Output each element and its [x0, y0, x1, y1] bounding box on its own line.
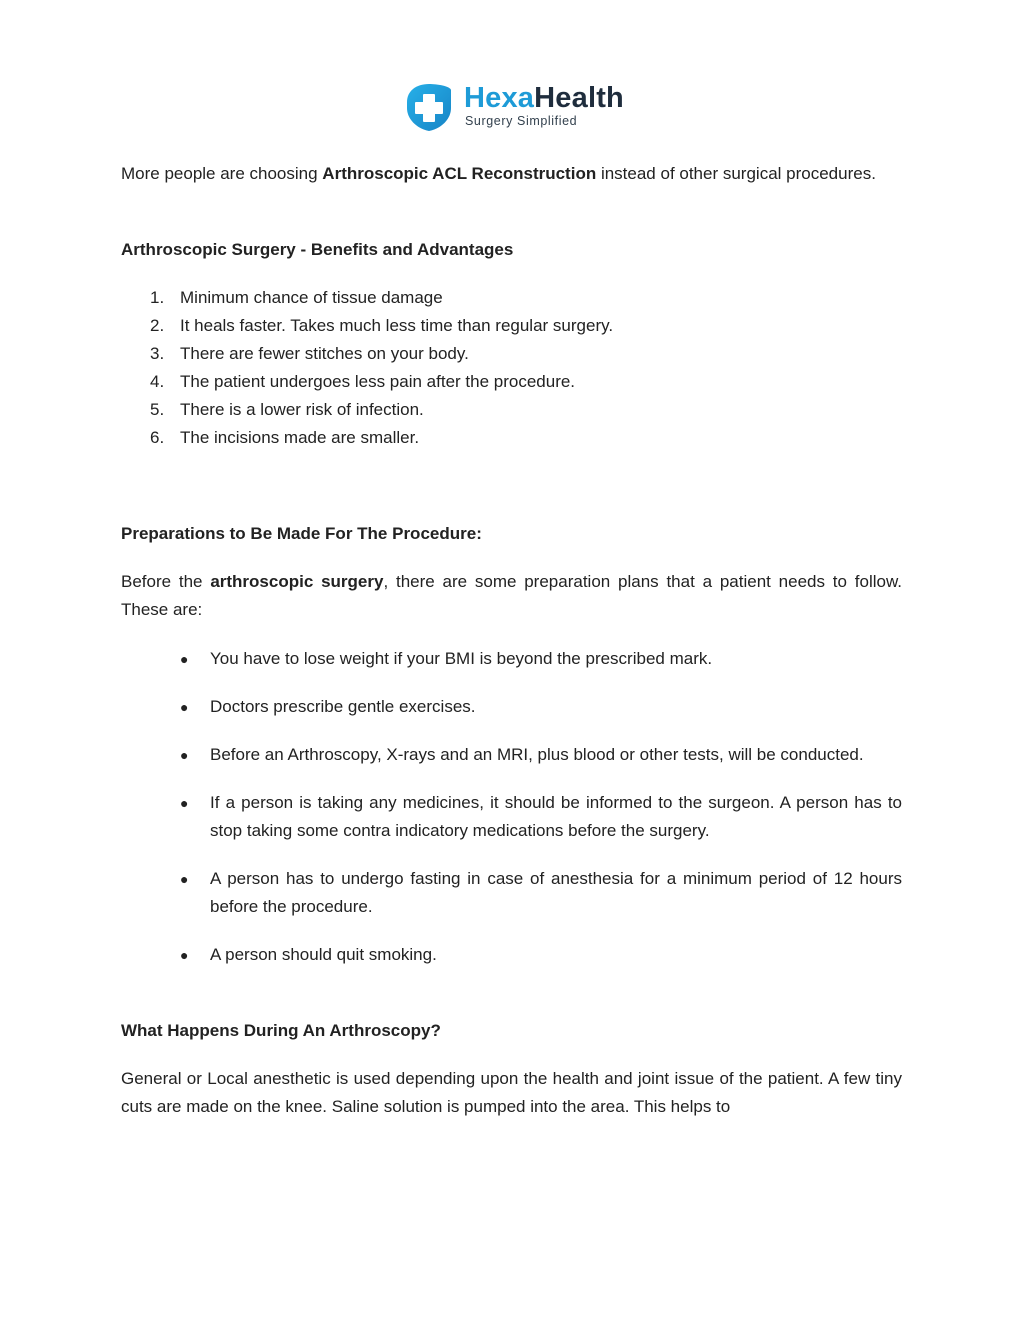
benefit-number: 3.: [150, 344, 165, 363]
bullet-icon: ●: [180, 795, 189, 811]
benefit-item: [150, 396, 902, 424]
benefit-number: 6.: [150, 428, 165, 447]
preparation-text: A person has to undergo fasting in case of anesthesia for a minimum period of 12 hours before the procedure.: [210, 869, 902, 916]
preparation-text: A person should quit smoking.: [210, 945, 437, 964]
preparation-item: [180, 789, 902, 845]
preparation-text: You have to lose weight if your BMI is beyond the prescribed mark.: [210, 649, 713, 668]
benefit-item: [150, 340, 902, 368]
benefit-item: [150, 368, 902, 396]
preparations-heading: Preparations to Be Made For The Procedure:: [121, 524, 482, 543]
preparation-text: If a person is taking any medicines, it should be informed to the surgeon. A person has to stop taking some contra indicatory medications before the surgery.: [210, 793, 902, 840]
benefit-text: The patient undergoes less pain after the procedure.: [180, 372, 576, 391]
bullet-icon: ●: [180, 871, 189, 887]
hexahealth-logo: [404, 80, 634, 136]
benefit-item: [150, 312, 902, 340]
preparation-item: [180, 693, 902, 721]
brand-name: [464, 80, 624, 116]
benefit-text: There is a lower risk of infection.: [180, 400, 424, 419]
brand-tagline: Surgery Simplified: [465, 114, 578, 128]
benefit-number: 1.: [150, 288, 165, 307]
shield-cross-icon: [404, 82, 454, 132]
preparations-list: [121, 645, 902, 969]
prep-intro-bold-term: arthroscopic surgery: [210, 572, 384, 591]
preparation-text: Doctors prescribe gentle exercises.: [210, 697, 476, 716]
benefit-item: [150, 284, 902, 312]
preparation-item: [180, 941, 902, 969]
benefit-text: It heals faster. Takes much less time than regular surgery.: [180, 316, 614, 335]
preparations-intro: [121, 568, 902, 624]
prep-intro-after: , there are some preparation plans that a patient needs to follow. These are:: [121, 572, 903, 619]
preparation-item: [180, 741, 902, 769]
benefit-number: 4.: [150, 372, 165, 391]
intro-paragraph: [121, 160, 902, 188]
intro-bold-term: Arthroscopic ACL Reconstruction: [322, 164, 597, 183]
preparation-text: Before an Arthroscopy, X-rays and an MRI, plus blood or other tests, will be conducted.: [210, 745, 864, 764]
bullet-icon: ●: [180, 947, 189, 963]
benefits-list: [121, 284, 902, 452]
benefit-number: 2.: [150, 316, 165, 335]
benefits-heading: Arthroscopic Surgery - Benefits and Advantages: [121, 240, 514, 259]
bullet-icon: ●: [180, 651, 189, 667]
intro-text-after: instead of other surgical procedures.: [596, 164, 876, 183]
during-paragraph: General or Local anesthetic is used depending upon the health and joint issue of the patient. A few tiny cuts are made on the knee. Saline solution is pumped into the area. This helps to: [121, 1069, 902, 1116]
bullet-icon: ●: [180, 747, 189, 763]
benefit-number: 5.: [150, 400, 165, 419]
benefit-item: [150, 424, 902, 452]
during-heading: What Happens During An Arthroscopy?: [121, 1021, 441, 1040]
benefit-text: The incisions made are smaller.: [180, 428, 420, 447]
intro-text-before: More people are choosing: [121, 164, 323, 183]
bullet-icon: ●: [180, 699, 189, 715]
prep-intro-before: Before the: [121, 572, 211, 591]
brand-name-part1: Hexa: [464, 82, 535, 114]
preparation-item: [180, 865, 902, 921]
preparation-item: [180, 645, 902, 673]
benefit-text: Minimum chance of tissue damage: [180, 288, 443, 307]
benefit-text: There are fewer stitches on your body.: [180, 344, 469, 363]
document-body: [121, 160, 902, 1121]
brand-name-part2: Health: [534, 82, 624, 114]
